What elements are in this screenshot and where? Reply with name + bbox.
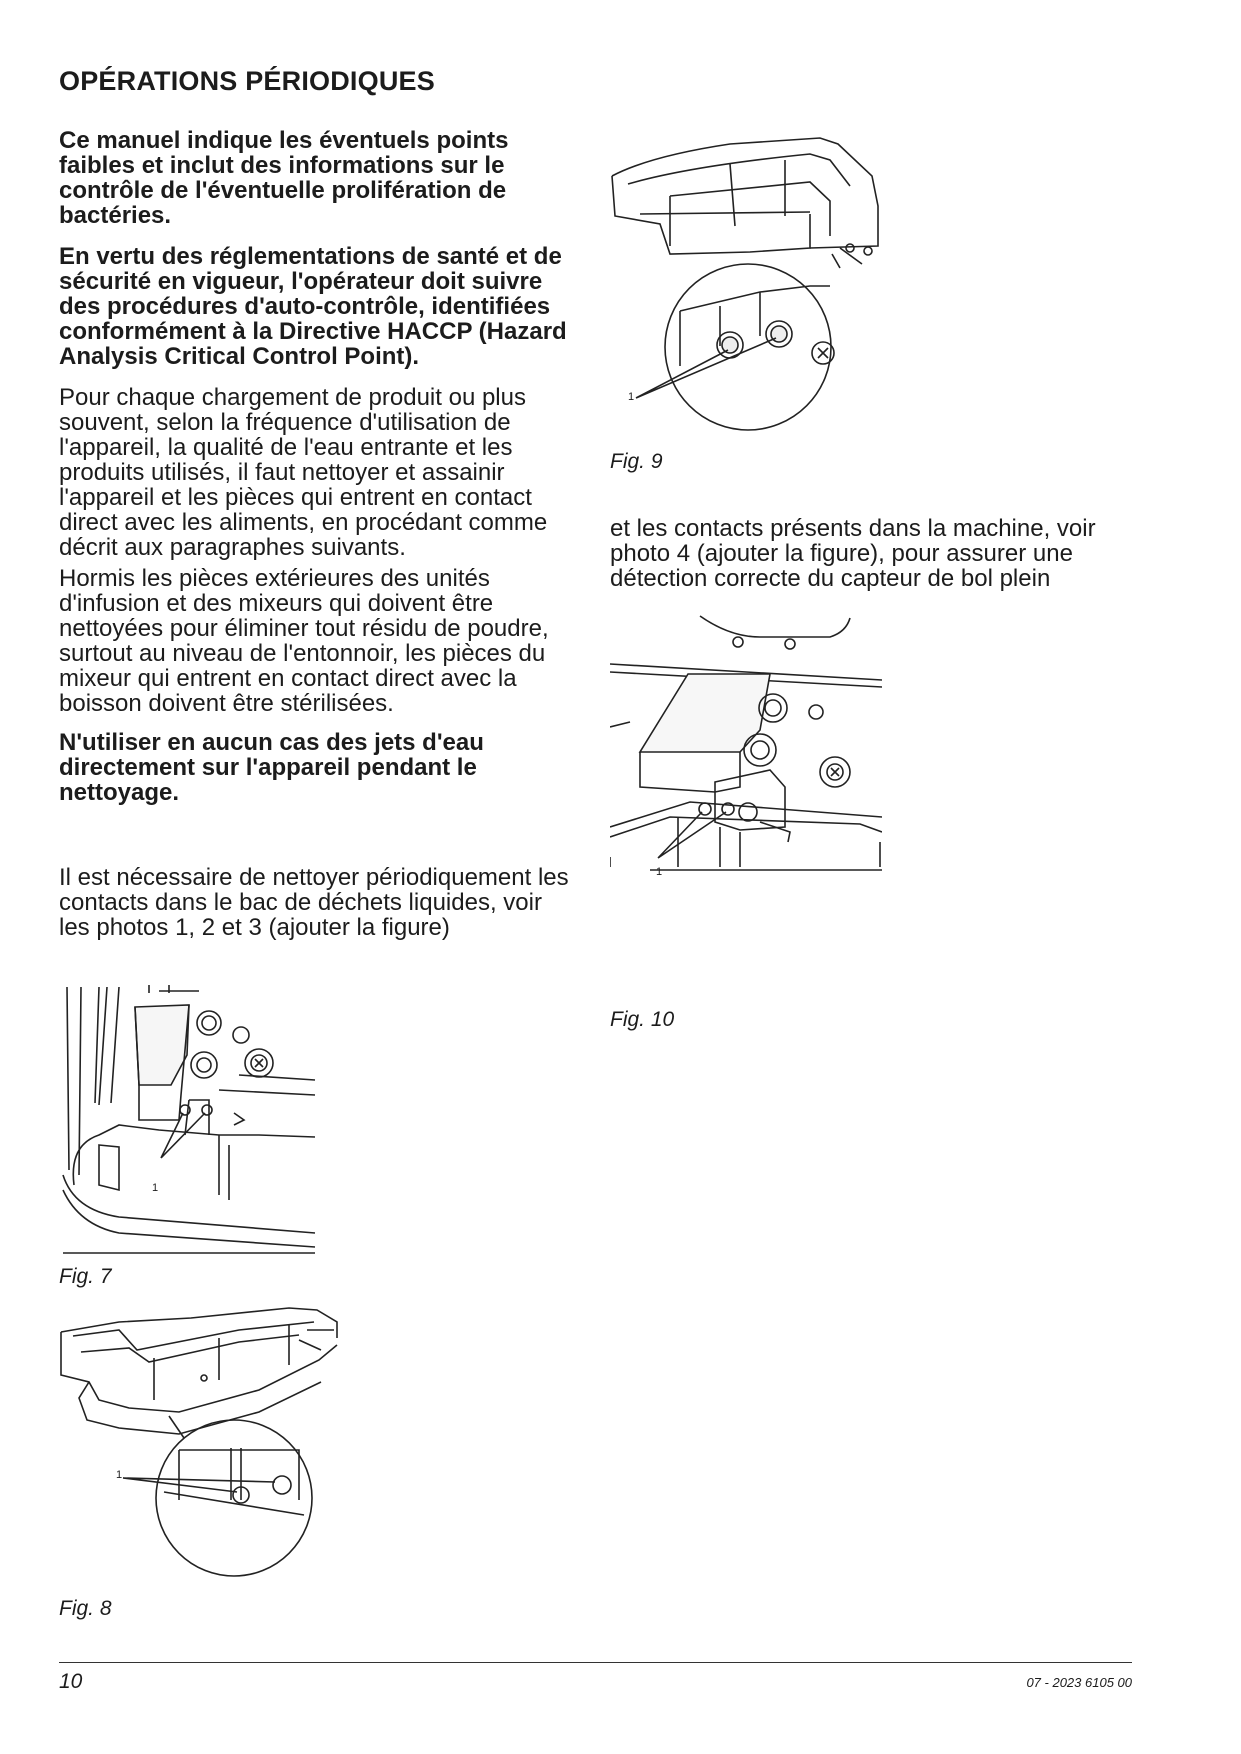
left-column	[59, 128, 579, 946]
intro-paragraph: Ce manuel indique les éventuels points faibles et inclut des informations sur le contrôle de l'éventuelle prolifération de bactéries.	[59, 127, 509, 229]
machine-contacts-paragraph: et les contacts présents dans la machine, voir photo 4 (ajouter la figure), pour assurer une détection correcte du capteur de bol plein	[610, 515, 1096, 592]
figure-8-illustration	[59, 1300, 349, 1605]
right-column	[610, 516, 1140, 597]
page-number: 10	[59, 1670, 83, 1693]
contacts-cleaning-paragraph: Il est nécessaire de nettoyer périodiquement les contacts dans le bac de déchets liquides, voir les photos 1, 2 et 3 (ajouter la figure)	[59, 864, 569, 941]
document-reference: 07 - 2023 6105 00	[1026, 1675, 1132, 1690]
footer-divider	[59, 1662, 1132, 1663]
figure-9-caption: Fig. 9	[610, 450, 663, 473]
figure-7-caption: Fig. 7	[59, 1265, 112, 1288]
figure-7-callout: 1	[152, 1182, 159, 1194]
figure-10-caption: Fig. 10	[610, 1008, 675, 1031]
page-title: OPÉRATIONS PÉRIODIQUES	[59, 66, 435, 96]
figure-9-illustration	[610, 136, 910, 436]
sterilization-paragraph: Hormis les pièces extérieures des unités d'infusion et des mixeurs qui doivent être nettoyées pour éliminer tout résidu de poudre, surtout au niveau de l'entonnoir, les pièces du mixeur qui entrent en contact direct avec la boisson doivent être stérilisées.	[59, 565, 549, 717]
figure-10-illustration	[610, 612, 882, 892]
water-jet-warning: N'utiliser en aucun cas des jets d'eau directement sur l'appareil pendant le nettoyage.	[59, 729, 484, 806]
figure-7-illustration	[59, 985, 319, 1257]
cleaning-frequency-paragraph: Pour chaque chargement de produit ou plus souvent, selon la fréquence d'utilisation de l'appareil, la qualité de l'eau entrante et les produits utilisés, il faut nettoyer et assainir l'appareil et les pièces qui entrent en contact direct avec les aliments, en procédant comme décrit aux paragraphes suivants.	[59, 384, 548, 561]
haccp-paragraph: En vertu des réglementations de santé et de sécurité en vigueur, l'opérateur doit suivre des procédures d'auto-contrôle, identifiées conformément à la Directive HACCP (Hazard Analysis Critical Control Point).	[59, 243, 567, 370]
figure-10-callout: 1	[656, 866, 663, 878]
figure-8-caption: Fig. 8	[59, 1597, 112, 1620]
figure-8-callout: 1	[116, 1469, 123, 1481]
figure-9-callout: 1	[628, 391, 635, 403]
